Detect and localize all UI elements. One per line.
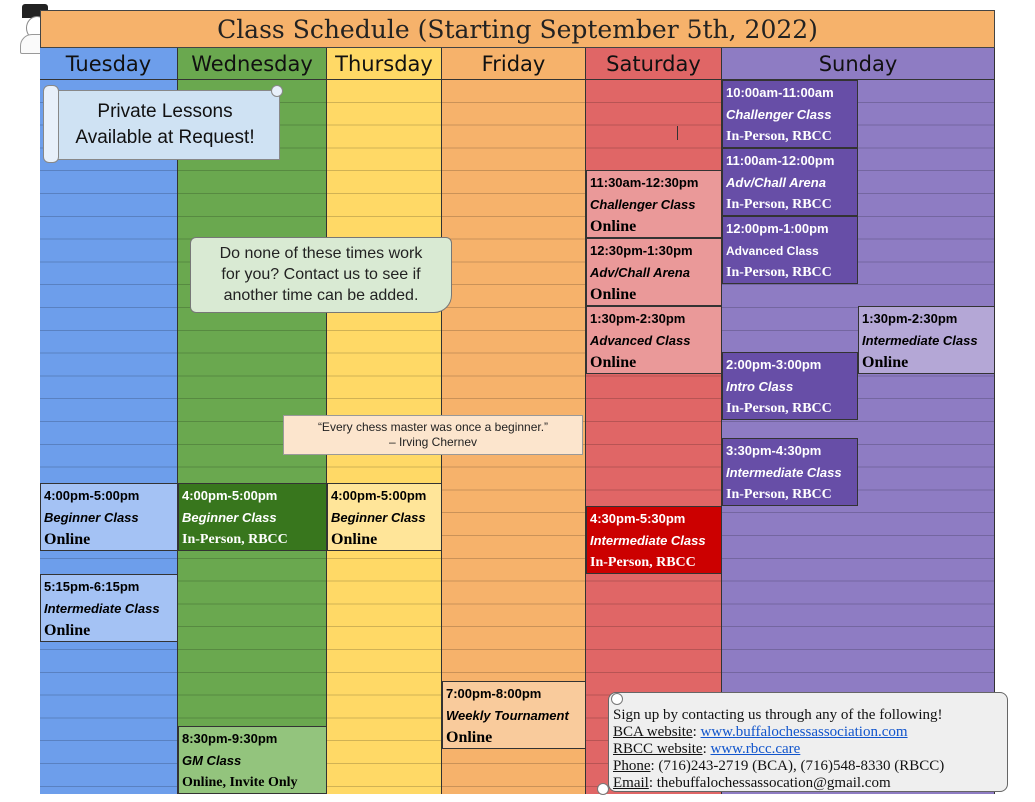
times-note-line-1: Do none of these times work [219,245,423,262]
class-location: In-Person, RBCC [726,487,832,502]
class-name: Intermediate Class [862,333,978,348]
quote-author: – Irving Chernev [388,435,478,449]
class-name: Advanced Class [726,244,819,258]
class-block-wed-gm[interactable] [178,726,327,794]
class-location: Online [44,531,91,548]
day-header-wednesday: Wednesday [178,48,326,80]
rbcc-website-label: RBCC website [613,741,703,757]
class-location: In-Person, RBCC [726,265,832,280]
scroll-curl-icon [611,693,623,705]
day-header-saturday: Saturday [586,48,721,80]
class-name: Adv/Chall Arena [590,265,690,280]
text-cursor [677,126,678,140]
class-name: Intro Class [726,379,794,394]
class-location: Online [590,218,637,235]
class-time: 4:00pm-5:00pm [44,488,140,503]
class-location: Online [44,622,91,639]
scroll-curl-icon [271,85,283,97]
class-block-tue-beginner[interactable] [40,483,178,551]
class-location: Online [590,286,637,303]
bca-website-label: BCA website [613,724,693,740]
class-time: 12:00pm-1:00pm [726,221,829,236]
class-name: Intermediate Class [44,601,160,616]
class-time: 1:30pm-2:30pm [590,311,686,326]
column-saturday [586,48,722,794]
day-header-thursday: Thursday [327,48,441,80]
phone-row [613,758,1007,775]
class-block-sat-advanced[interactable] [586,306,722,374]
class-location: Online, Invite Only [182,775,298,790]
class-name: Advanced Class [590,333,691,348]
class-time: 1:30pm-2:30pm [862,311,958,326]
times-contact-note [190,237,452,313]
class-block-sun-intermediate-online[interactable] [858,306,995,374]
class-time: 3:30pm-4:30pm [726,443,822,458]
class-location: In-Person, RBCC [726,129,832,144]
class-block-thu-beginner[interactable] [327,483,442,551]
class-name: Challenger Class [590,197,696,212]
class-location: Online [446,729,493,746]
class-name: Adv/Chall Arena [726,175,826,190]
class-time: 7:00pm-8:00pm [446,686,542,701]
chess-quote [283,415,583,455]
class-time: 11:30am-12:30pm [590,175,699,190]
class-name: Challenger Class [726,107,832,122]
class-time: 4:00pm-5:00pm [182,488,278,503]
class-name: Beginner Class [182,510,277,525]
email-value: : thebuffalochessassocation@gmail.com [648,775,891,791]
scroll-curl-icon [597,783,609,795]
class-block-sat-challenger[interactable] [586,170,722,238]
class-name: Beginner Class [331,510,426,525]
class-location: In-Person, RBCC [590,555,696,570]
class-location: In-Person, RBCC [726,401,832,416]
bca-website-row: BCA website: www.buffalochessassociation.com [613,724,908,740]
email-label: Email [613,775,649,791]
bca-website-link[interactable]: www.buffalochessassociation.com [700,724,908,740]
class-time: 2:00pm-3:00pm [726,357,822,372]
day-header-friday: Friday [442,48,585,80]
signup-heading: Sign up by contacting us through any of the following! [613,707,943,723]
class-block-sun-advanced[interactable] [722,216,858,284]
class-name: Intermediate Class [726,465,842,480]
class-block-sat-arena[interactable] [586,238,722,306]
times-note-line-2: for you? Contact us to see if [221,266,421,283]
class-block-sun-arena[interactable] [722,148,858,216]
private-lessons-text: Private Lessons Available at Request! [75,101,255,148]
day-header-tuesday: Tuesday [40,48,177,80]
rbcc-website-link[interactable]: www.rbcc.care [710,741,801,757]
class-time: 5:15pm-6:15pm [44,579,140,594]
times-note-line-3: another time can be added. [223,287,419,304]
page-title: Class Schedule (Starting September 5th, 2022) [40,10,995,48]
class-block-sat-intermediate[interactable] [586,506,722,574]
class-block-sun-intro[interactable] [722,352,858,420]
email-row [613,775,1007,792]
class-time: 10:00am-11:00am [726,85,834,100]
class-location: In-Person, RBCC [182,532,288,547]
class-time: 4:30pm-5:30pm [590,511,686,526]
day-header-sunday: Sunday [722,48,994,80]
signup-info-box [608,692,1008,792]
class-name: Weekly Tournament [446,708,569,723]
class-name: Beginner Class [44,510,139,525]
class-location: In-Person, RBCC [726,197,832,212]
class-time: 4:00pm-5:00pm [331,488,427,503]
class-block-sun-intermediate[interactable] [722,438,858,506]
quote-text: “Every chess master was once a beginner.” [317,420,549,434]
class-block-fri-tournament[interactable] [442,681,586,749]
rbcc-website-row: RBCC website: www.rbcc.care [613,741,801,757]
phone-value: : (716)243-2719 (BCA), (716)548-8330 (RBCC) [650,758,945,774]
class-block-sun-challenger[interactable] [722,80,858,148]
class-time: 8:30pm-9:30pm [182,731,278,746]
class-name: GM Class [182,753,242,768]
class-time: 11:00am-12:00pm [726,153,835,168]
class-location: Online [331,531,378,548]
class-location: Online [862,354,909,371]
class-block-tue-intermediate[interactable] [40,574,178,642]
class-location: Online [590,354,637,371]
class-block-wed-beginner[interactable] [178,483,327,551]
class-time: 12:30pm-1:30pm [590,243,693,258]
private-lessons-note [44,90,280,160]
phone-label: Phone [613,758,651,774]
class-name: Intermediate Class [590,533,706,548]
